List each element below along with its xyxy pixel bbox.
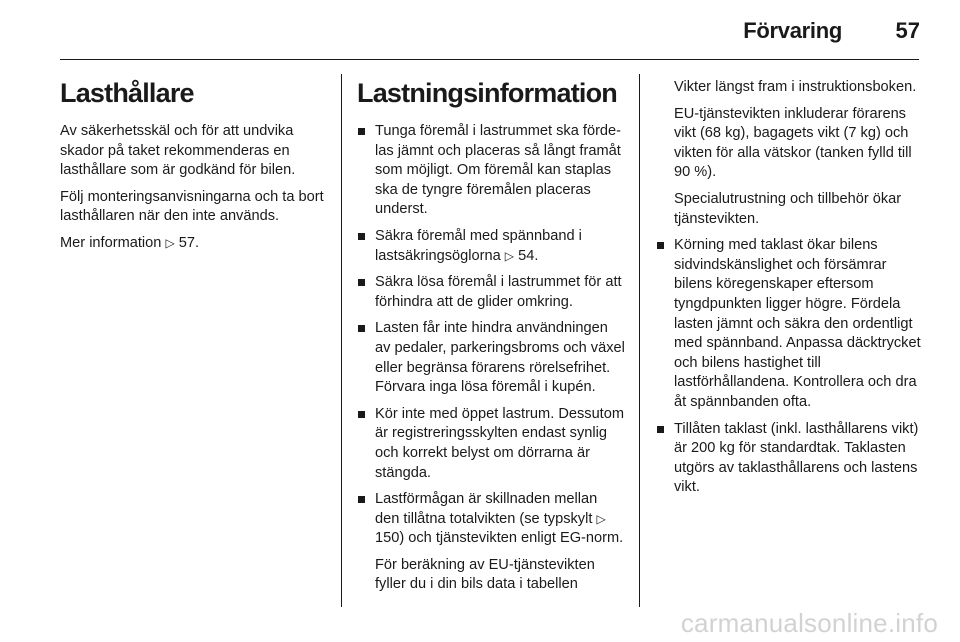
list-item-text: Körning med taklast ökar bilens sidvindskänslighet och försämrar bilens köregenskaper eftersom tyngdpunkten ligger högre. Fördela lasten jämnt och säkra den ordentligt med spännband. Anpassa däcktrycket och bilens hastighet till lastförhållandena. Kontrollera och dra åt spännbanden ofta. (674, 237, 921, 410)
square-bullet-icon (358, 128, 365, 135)
square-bullet-icon (657, 426, 664, 433)
square-bullet-icon (657, 242, 664, 249)
page-header (0, 0, 960, 60)
square-bullet-icon (358, 279, 365, 286)
bullet-list (357, 122, 625, 595)
list-item-paragraph: För beräkning av EU-tjänstevikten fyller du i din bils data i tabellen (375, 556, 595, 593)
list-item-text: Kör inte med öppet lastrum. Dessutom är registreringsskylten endast synlig och korrekt belyst om dörrarna är stängda. (375, 405, 625, 481)
reference-arrow-icon: ▷ (504, 248, 515, 263)
column-continued (656, 78, 922, 505)
paragraph: Specialutrustning och tillbehör ökar tjänstevikten. (674, 190, 902, 227)
list-item-text: ) och tjänstevikten enligt EG-norm. (399, 530, 624, 547)
list-item-text: Säkra lösa föremål i lastrummet för att förhindra att de glider omkring. (375, 274, 622, 310)
square-bullet-icon (358, 411, 365, 418)
page-reference-link[interactable]: 54. (518, 247, 539, 264)
column-divider (341, 74, 342, 607)
list-item (656, 236, 922, 412)
list-item-text: Lasten får inte hindra användningen av pedaler, parkeringsbroms och växel eller begränsa förarens rörelsefrihet. Förvara inga lösa föremål i kupén. (375, 320, 625, 396)
reference-arrow-icon: ▷ (596, 511, 606, 526)
list-item-text: Säkra föremål med spännband i lastsäkringsöglorna (375, 227, 582, 264)
section-heading-roof-rack: Lasthållare (60, 78, 194, 108)
bullet-list (656, 236, 922, 498)
list-item (656, 420, 922, 498)
header-rule (60, 59, 919, 60)
list-item (357, 319, 625, 397)
more-info-paragraph (60, 234, 328, 254)
paragraph-text: Mer information (60, 234, 166, 251)
list-item (357, 227, 625, 266)
list-item-text: Lastförmågan är skillnaden mellan den tillåtna totalvikten (se typskylt (375, 491, 598, 527)
section-heading-loading-info: Lastningsinformation (357, 78, 617, 108)
column-loading-info (357, 78, 625, 602)
square-bullet-icon (358, 325, 365, 332)
square-bullet-icon (358, 233, 365, 240)
chapter-title: Förvaring (743, 18, 842, 43)
reference-arrow-icon: ▷ (165, 235, 175, 250)
column-divider (639, 74, 640, 607)
page-number: 57 (895, 18, 920, 43)
continued-paragraphs (656, 78, 922, 229)
list-item-text: Tillåten taklast (inkl. lasthållarens vikt) är 200 kg för standardtak. Taklasten utgörs av taklasthållarens och lastens vikt. (674, 420, 919, 496)
square-bullet-icon (358, 496, 365, 503)
list-item (357, 122, 625, 220)
list-item (357, 405, 625, 483)
paragraph: Av säkerhetsskäl och för att undvika skador på taket rekommenderas en lasthållare som är godkänd för bilen. (60, 123, 296, 179)
page-reference-link[interactable]: 150 (375, 530, 400, 547)
list-item (357, 273, 625, 312)
watermark: carmanualsonline.info (680, 608, 938, 638)
paragraph: EU-tjänstevikten inkluderar förarens vikt (68 kg), bagagets vikt (7 kg) och vikten för alla vätskor (tanken fylld till 90 %). (674, 105, 912, 181)
list-item (357, 490, 625, 595)
list-item-text: Tunga föremål i lastrummet ska fördelas jämnt och placeras så långt framåt som möjligt. Om föremål kan staplas ska de tyngre föremålen placeras underst. (375, 123, 622, 218)
paragraph: Följ monteringsanvisningarna och ta bort lasthållaren när den inte används. (60, 188, 324, 225)
paragraph: Vikter längst fram i instruktionsboken. (674, 79, 917, 95)
column-roof-rack (60, 78, 328, 261)
page-reference-link[interactable]: 57. (178, 234, 200, 251)
